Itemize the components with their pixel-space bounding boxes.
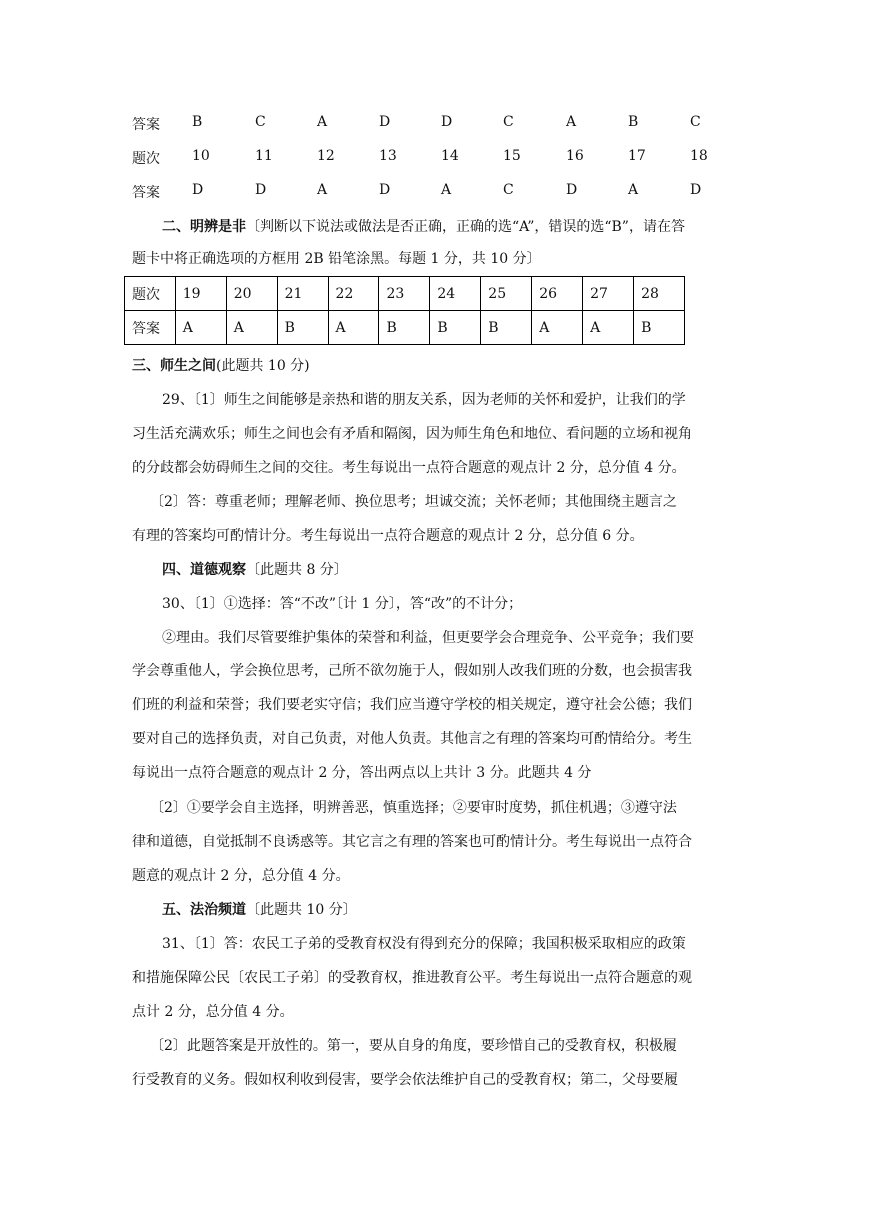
paragraph-line: 行受教育的义务。假如权利收到侵害，要学会依法维护自己的受教育权；第二，父母要履 bbox=[132, 1072, 678, 1088]
number-cell: 13 bbox=[379, 148, 397, 164]
answer-cell: A bbox=[317, 114, 328, 130]
number-cell: 14 bbox=[441, 148, 459, 164]
table-cell: 20 bbox=[226, 277, 277, 311]
table-cell: A bbox=[175, 311, 226, 345]
table-cell: 19 bbox=[175, 277, 226, 311]
table-cell: 21 bbox=[277, 277, 328, 311]
table-row-answers bbox=[125, 311, 685, 345]
answer-cell: D bbox=[441, 114, 453, 130]
answer-cell: D bbox=[379, 114, 391, 130]
answer-cell: A bbox=[441, 182, 452, 198]
table-cell: 26 bbox=[532, 277, 583, 311]
number-cell: 11 bbox=[255, 148, 273, 164]
answer-row-1 bbox=[0, 114, 869, 134]
number-cell: 17 bbox=[628, 148, 646, 164]
section3-title: 三、师生之间 bbox=[132, 358, 216, 374]
paragraph-line: 学会尊重他人，学会换位思考，己所不欲勿施于人，假如别人改我们班的分数，也会损害我 bbox=[132, 663, 692, 679]
table-cell: A bbox=[328, 311, 379, 345]
table-cell: B bbox=[277, 311, 328, 345]
paragraph-line: 的分歧都会妨碍师生之间的交往。考生每说出一点符合题意的观点计 2 分，总分值 4 分。 bbox=[132, 460, 686, 476]
section3-suffix: (此题共 10 分) bbox=[216, 358, 310, 374]
table-row-label: 答案 bbox=[125, 311, 176, 345]
answer-cell: D bbox=[192, 182, 204, 198]
table-cell: B bbox=[379, 311, 430, 345]
answer-cell: A bbox=[628, 182, 639, 198]
paragraph-line: 31、〔1〕答：农民工子弟的受教育权没有得到充分的保障；我国积极采取相应的政策 bbox=[162, 936, 686, 952]
table-row-label: 题次 bbox=[125, 277, 176, 311]
answer-cell: A bbox=[317, 182, 328, 198]
section3-heading bbox=[132, 355, 310, 375]
table-cell: A bbox=[226, 311, 277, 345]
table-cell: 27 bbox=[583, 277, 634, 311]
paragraph-line: 点计 2 分，总分值 4 分。 bbox=[132, 1004, 294, 1020]
table-cell: 28 bbox=[634, 277, 685, 311]
number-cell: 16 bbox=[566, 148, 584, 164]
paragraph-line: 题意的观点计 2 分，总分值 4 分。 bbox=[132, 868, 350, 884]
table-cell: 23 bbox=[379, 277, 430, 311]
section2-title: 二、明辨是非 bbox=[162, 219, 246, 235]
section5-suffix: 〔此题共 10 分〕 bbox=[246, 902, 357, 918]
paragraph-line: 每说出一点符合题意的观点计 2 分，答出两点以上共计 3 分。此题共 4 分 bbox=[132, 765, 592, 781]
answer-cell: D bbox=[690, 182, 702, 198]
paragraph-line: 〔2〕①要学会自主选择，明辨善恶，慎重选择；②要审时度势，抓住机遇；③遵守法 bbox=[150, 800, 677, 816]
answer-cell: D bbox=[255, 182, 267, 198]
answer-cell: C bbox=[690, 114, 701, 130]
question-row-2 bbox=[0, 148, 869, 168]
table-cell: A bbox=[583, 311, 634, 345]
number-cell: 15 bbox=[503, 148, 521, 164]
section4-suffix: 〔此题共 8 分〕 bbox=[246, 562, 348, 578]
section4-heading bbox=[162, 559, 348, 579]
table-cell: 22 bbox=[328, 277, 379, 311]
paragraph-line: 〔2〕答：尊重老师；理解老师、换位思考；坦诚交流；关怀老师；其他围绕主题言之 bbox=[150, 494, 677, 510]
table-cell: B bbox=[430, 311, 481, 345]
paragraph-line: 29、〔1〕师生之间能够是亲热和谐的朋友关系，因为老师的关怀和爱护，让我们的学 bbox=[162, 392, 686, 408]
table-cell: 25 bbox=[481, 277, 532, 311]
answer-cell: B bbox=[628, 114, 639, 130]
table-cell: B bbox=[634, 311, 685, 345]
number-cell: 10 bbox=[192, 148, 210, 164]
paragraph-line: ②理由。我们尽管要维护集体的荣誉和利益，但更要学会合理竞争、公平竞争；我们要 bbox=[162, 630, 694, 646]
paragraph-line: 律和道德，自觉抵制不良诱惑等。其它言之有理的答案也可酌情计分。考生每说出一点符合 bbox=[132, 834, 692, 850]
answer-cell: B bbox=[192, 114, 203, 130]
row-label: 题次 bbox=[132, 151, 160, 167]
answer-cell: C bbox=[503, 182, 514, 198]
table-row-numbers bbox=[125, 277, 685, 311]
table-cell: 24 bbox=[430, 277, 481, 311]
answer-table bbox=[124, 276, 685, 345]
answer-cell: D bbox=[566, 182, 578, 198]
paragraph-line: 〔2〕此题答案是开放性的。第一，要从自身的角度，要珍惜自己的受教育权，积极履 bbox=[150, 1038, 677, 1054]
table-cell: B bbox=[481, 311, 532, 345]
section4-title: 四、道德观察 bbox=[162, 562, 246, 578]
row-label: 答案 bbox=[132, 185, 160, 201]
section5-heading bbox=[162, 899, 357, 919]
answer-cell: A bbox=[566, 114, 577, 130]
number-cell: 12 bbox=[317, 148, 335, 164]
row-label: 答案 bbox=[132, 117, 160, 133]
section2-desc-line2: 题卡中将正确选项的方框用 2B 铅笔涂黑。每题 1 分，共 10 分〕 bbox=[132, 251, 541, 267]
paragraph-line: 有理的答案均可酌情计分。考生每说出一点符合题意的观点计 2 分，总分值 6 分。 bbox=[132, 528, 644, 544]
section5-title: 五、法治频道 bbox=[162, 902, 246, 918]
section2-heading bbox=[162, 216, 685, 236]
number-cell: 18 bbox=[690, 148, 708, 164]
table-cell: A bbox=[532, 311, 583, 345]
answer-row-3 bbox=[0, 182, 869, 202]
answer-cell: C bbox=[255, 114, 266, 130]
paragraph-line: 们班的利益和荣誉；我们要老实守信；我们应当遵守学校的相关规定，遵守社会公德；我们 bbox=[132, 697, 692, 713]
paragraph-line: 和措施保障公民〔农民工子弟〕的受教育权，推进教育公平。考生每说出一点符合题意的观 bbox=[132, 970, 692, 986]
section2-desc-line1: 〔判断以下说法或做法是否正确，正确的选“A”，错误的选“B”，请在答 bbox=[246, 219, 685, 235]
answer-cell: C bbox=[503, 114, 514, 130]
paragraph-line: 要对自己的选择负责，对自己负责，对他人负责。其他言之有理的答案均可酌情给分。考生 bbox=[132, 731, 692, 747]
paragraph-line: 30、〔1〕①选择：答“不改”〔计 1 分〕，答“改”的不计分； bbox=[162, 596, 523, 612]
paragraph-line: 习生活充满欢乐；师生之间也会有矛盾和隔阂，因为师生角色和地位、看问题的立场和视角 bbox=[132, 426, 692, 442]
answer-cell: D bbox=[379, 182, 391, 198]
